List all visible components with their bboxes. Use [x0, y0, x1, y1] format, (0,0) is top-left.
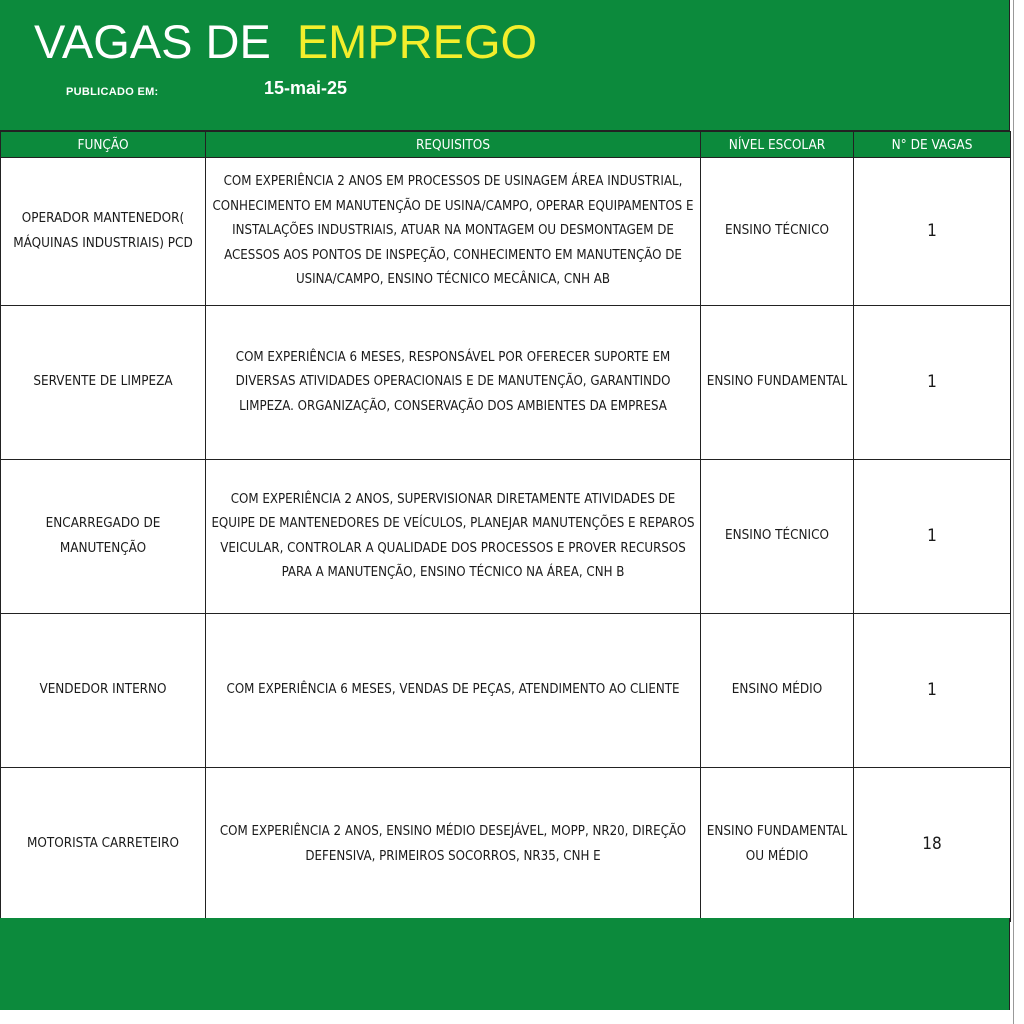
published-date: 15-mai-25: [264, 78, 348, 98]
cell-funcao: VENDEDOR INTERNO: [1, 614, 206, 768]
table-row: [1, 614, 1011, 768]
cell-requisitos: COM EXPERIÊNCIA 2 ANOS, SUPERVISIONAR DIRETAMENTE ATIVIDADES DE EQUIPE DE MANTENEDORES DE VEÍCULOS, PLANEJAR MANUTENÇÕES E REPAROS VEICULAR, CONTROLAR A QUALIDADE DOS PROCESSOS E PROVER RECURSOS PARA A MANUTENÇÃO, ENSINO TÉCNICO NA ÁREA, CNH B: [206, 460, 701, 614]
title-part-emprego: EMPREGO: [296, 15, 538, 68]
published-label: PUBLICADO EM:: [66, 86, 159, 98]
column-header-nivel-escolar: NÍVEL ESCOLAR: [701, 132, 854, 158]
cell-nivel-escolar: ENSINO MÉDIO: [701, 614, 854, 768]
cell-nivel-escolar: ENSINO FUNDAMENTAL: [701, 306, 854, 460]
cell-numero-vagas: 1: [854, 158, 1011, 306]
cell-funcao: MOTORISTA CARRETEIRO: [1, 768, 206, 922]
page-edge-divider: [1013, 0, 1014, 1024]
header-banner: [0, 0, 1010, 131]
cell-funcao: SERVENTE DE LIMPEZA: [1, 306, 206, 460]
cell-nivel-escolar: ENSINO TÉCNICO: [701, 158, 854, 306]
table-header-row: [1, 132, 1011, 158]
cell-funcao: OPERADOR MANTENEDOR( MÁQUINAS INDUSTRIAIS) PCD: [1, 158, 206, 306]
cell-numero-vagas: 1: [854, 460, 1011, 614]
column-header-funcao: FUNÇÃO: [1, 132, 206, 158]
table-row: [1, 306, 1011, 460]
cell-requisitos: COM EXPERIÊNCIA 6 MESES, RESPONSÁVEL POR OFERECER SUPORTE EM DIVERSAS ATIVIDADES OPERACIONAIS E DE MANUTENÇÃO, GARANTINDO LIMPEZA. ORGANIZAÇÃO, CONSERVAÇÃO DOS AMBIENTES DA EMPRESA: [206, 306, 701, 460]
table-row: [1, 768, 1011, 922]
cell-requisitos: COM EXPERIÊNCIA 6 MESES, VENDAS DE PEÇAS, ATENDIMENTO AO CLIENTE: [206, 614, 701, 768]
page-title: [34, 14, 537, 70]
cell-nivel-escolar: ENSINO FUNDAMENTAL OU MÉDIO: [701, 768, 854, 922]
cell-numero-vagas: 1: [854, 614, 1011, 768]
cell-requisitos: COM EXPERIÊNCIA 2 ANOS, ENSINO MÉDIO DESEJÁVEL, MOPP, NR20, DIREÇÃO DEFENSIVA, PRIMEIROS SOCORROS, NR35, CNH E: [206, 768, 701, 922]
column-header-requisitos: REQUISITOS: [206, 132, 701, 158]
cell-numero-vagas: 18: [854, 768, 1011, 922]
table-row: [1, 460, 1011, 614]
title-part-vagas-de: VAGAS DE: [34, 15, 271, 68]
footer-banner: [0, 918, 1010, 1010]
table-row: [1, 158, 1011, 306]
cell-funcao: ENCARREGADO DE MANUTENÇÃO: [1, 460, 206, 614]
cell-numero-vagas: 1: [854, 306, 1011, 460]
column-header-numero-vagas: N° DE VAGAS: [854, 132, 1011, 158]
cell-nivel-escolar: ENSINO TÉCNICO: [701, 460, 854, 614]
jobs-table: [0, 131, 1011, 922]
cell-requisitos: COM EXPERIÊNCIA 2 ANOS EM PROCESSOS DE USINAGEM ÁREA INDUSTRIAL, CONHECIMENTO EM MANUTENÇÃO DE USINA/CAMPO, OPERAR EQUIPAMENTOS E INSTALAÇÕES INDUSTRIAIS, ATUAR NA MONTAGEM OU DESMONTAGEM DE ACESSOS AOS PONTOS DE INSPEÇÃO, CONHECIMENTO EM MANUTENÇÃO DE USINA/CAMPO, ENSINO TÉCNICO MECÂNICA, CNH AB: [206, 158, 701, 306]
